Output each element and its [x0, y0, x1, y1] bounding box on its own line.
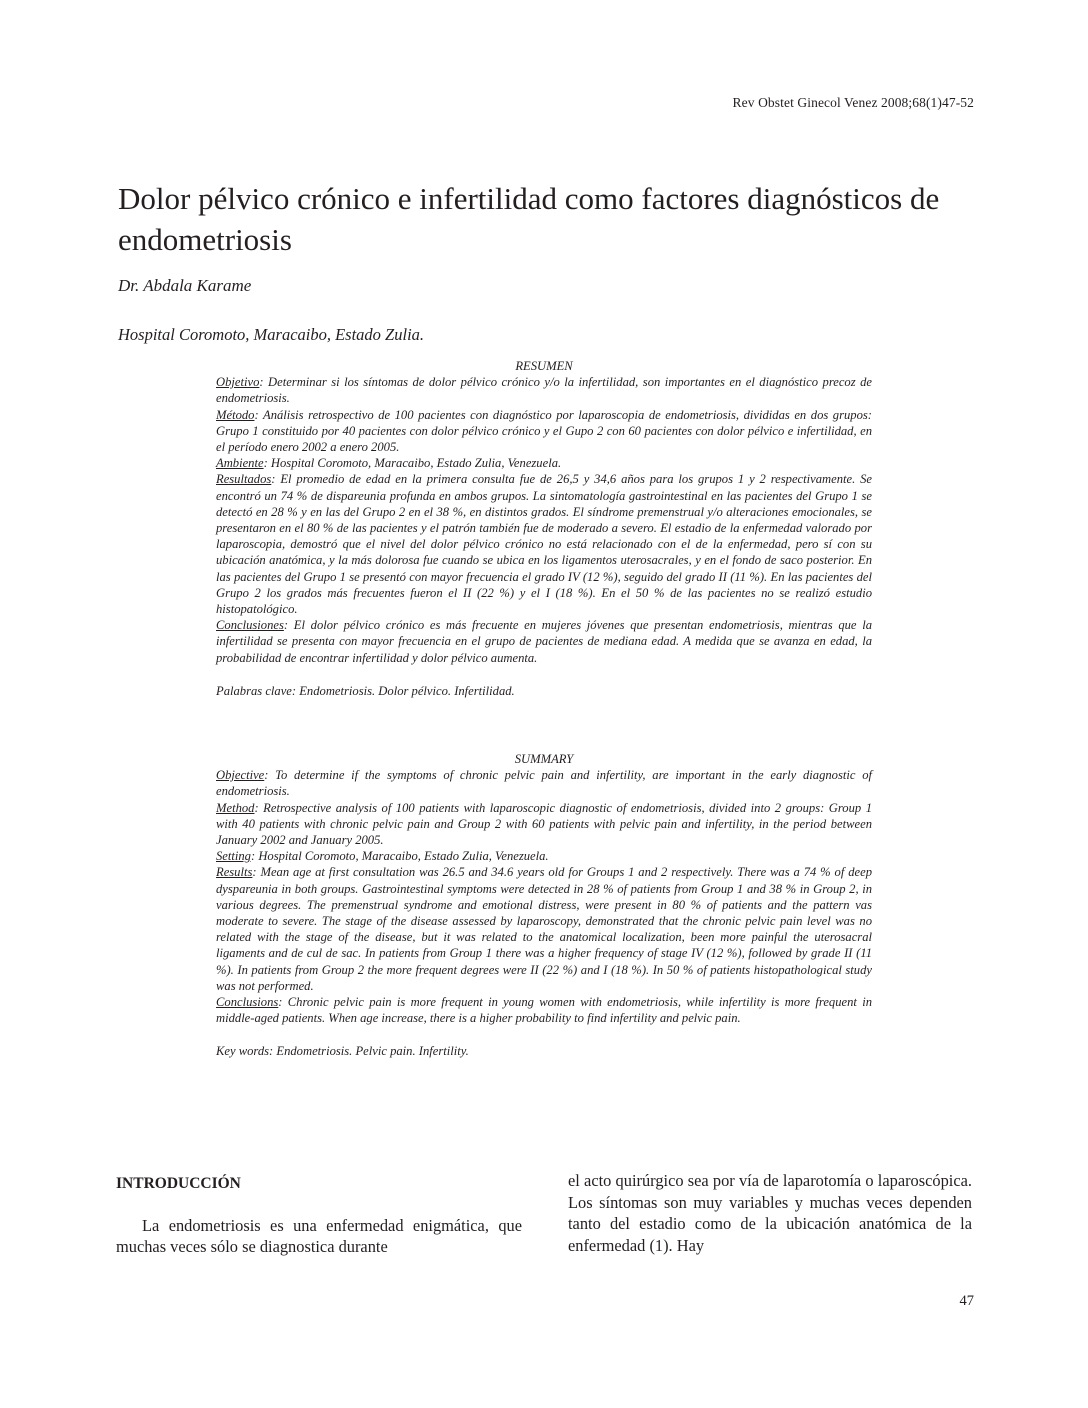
summary-conclusions	[216, 994, 872, 1026]
resumen-conclusiones-text: : El dolor pélvico crónico es más frecuente en mujeres jóvenes que presentan endometriosis, mientras que la infertilidad se presenta con mayor frecuencia en el grupo de pacientes de mediana edad. A medida que se avanza en edad, la probabilidad de encontrar infertilidad y dolor pélvico aumenta.	[216, 618, 872, 665]
body-column-left	[116, 1170, 522, 1258]
resumen-keywords: Palabras clave: Endometriosis. Dolor pélvico. Infertilidad.	[216, 683, 515, 698]
journal-reference: Rev Obstet Ginecol Venez 2008;68(1)47-52	[732, 95, 974, 110]
summary-block	[216, 751, 872, 1060]
resumen-objetivo-text: : Determinar si los síntomas de dolor pélvico crónico y/o la infertilidad, son importantes en el diagnóstico precoz de endometriosis.	[216, 375, 872, 406]
summary-conclusions-label: Conclusions	[216, 995, 279, 1010]
resumen-objetivo-label: Objetivo	[216, 375, 260, 390]
summary-objective-text: : To determine if the symptoms of chronic pelvic pain and infertility, are important in the early diagnostic of endometriosis.	[216, 768, 872, 799]
summary-method-label: Method	[216, 800, 255, 815]
body-paragraph-right: el acto quirúrgico sea por vía de laparotomía o laparoscópica. Los síntomas son muy variables y muchas veces dependen tanto del estadio como de la ubicación anatómica de la enfermedad (1). Hay	[568, 1171, 972, 1255]
resumen-resultados-text: : El promedio de edad en la primera consulta fue de 26,5 y 34,6 años para los grupos 1 y 2 respectivamente. Se encontró un 74 % de dispareunia profunda en ambos grupos. La sintomatología gastrointestinal en las pacientes del Grupo 1 se detectó en 28 % y en las del Grupo 2 en el 38 %, en distintos grados. El síndrome premenstrual y/o alteraciones emocionales, se presentaron en el 80 % de las pacientes y el patrón también fue de moderado a severo. El estadio de la enfermedad valorado por laparoscopia, demostró que el nivel del dolor pélvico crónico no está relacionado con el de la enfermedad, pero sí con su ubicación anatómica, y la más dolorosa fue cuando se ubica en los ligamentos uterosacrales, y en el fondo de saco posterior. En las pacientes del Grupo 1 se presentó con mayor frecuencia el grado IV (12 %), seguido del grado II (11 %). En las pacientes del Grupo 2 los grados más frecuentes fueron el II (22 %) y el I (18 %). En el 50 % de las pacientes no se realizó estudio histopatológico.	[216, 472, 872, 617]
section-heading-introduccion: INTRODUCCIÓN	[116, 1175, 241, 1192]
body-column-right	[568, 1170, 972, 1256]
summary-objective-label: Objective	[216, 768, 265, 783]
body-paragraph-left: La endometriosis es una enfermedad enigmática, que muchas veces sólo se diagnostica durante	[116, 1215, 522, 1257]
summary-results	[216, 864, 872, 994]
summary-results-label: Results	[216, 865, 253, 880]
author-affiliation: Hospital Coromoto, Maracaibo, Estado Zulia.	[118, 325, 425, 344]
summary-conclusions-text: : Chronic pelvic pain is more frequent in young women with endometriosis, while infertility is more frequent in middle-aged patients. When age increase, there is a higher probability to find infertility and pelvic pain.	[216, 995, 872, 1026]
resumen-resultados	[216, 471, 872, 617]
summary-method	[216, 800, 872, 849]
summary-setting	[216, 848, 872, 864]
article-title: Dolor pélvico crónico e infertilidad como factores diagnósticos de endometriosis	[118, 181, 940, 257]
summary-keywords: Key words: Endometriosis. Pelvic pain. Infertility.	[216, 1044, 469, 1059]
page-number: 47	[959, 1293, 974, 1309]
summary-setting-text: : Hospital Coromoto, Maracaibo, Estado Zulia, Venezuela.	[250, 849, 549, 864]
summary-heading: SUMMARY	[514, 752, 574, 766]
summary-method-text: : Retrospective analysis of 100 patients with laparoscopic diagnostic of endometriosis, divided into 2 groups: Group 1 with 40 patients with chronic pelvic pain and Group 2 with 60 patients with pelvic pain and infertility, in the period between January 2002 and January 2005.	[216, 800, 872, 848]
resumen-ambiente-label: Ambiente	[216, 456, 264, 471]
resumen-objetivo	[216, 374, 872, 406]
resumen-ambiente	[216, 455, 872, 471]
resumen-metodo	[216, 407, 872, 456]
resumen-metodo-label: Método	[216, 407, 255, 422]
resumen-conclusiones	[216, 617, 872, 666]
resumen-heading: RESUMEN	[515, 359, 573, 373]
resumen-conclusiones-label: Conclusiones	[216, 618, 284, 633]
resumen-block	[216, 358, 872, 699]
resumen-ambiente-text: : Hospital Coromoto, Maracaibo, Estado Zulia, Venezuela.	[263, 456, 562, 471]
summary-results-text: : Mean age at first consultation was 26.5 and 34.6 years old for Groups 1 and 2 respectively. There was a 74 % of deep dyspareunia in both groups. Gastrointestinal symptoms were detected in 28 % of patients from Group 1 and 38 % in Group 2, in various degrees. The premenstrual syndrome and emotional distress, were present in 80 % of patients and the pattern vas moderate to severe. The stage of the disease assessed by laparoscopy, demonstrated that the chronic pelvic pain level was no related with the stage of the disease, but it was related to the anatomical localization, been more painful the uterosacral ligaments and de cul de sac. In patients from Group 1 there was a higher frequency of stage IV (12 %), followed by grade II (11 %). In patients from Group 2 the more frequent degrees were II (22 %) and I (18 %). In 50 % of patients histopathological study was not performed.	[216, 865, 872, 993]
resumen-metodo-text: : Análisis retrospectivo de 100 pacientes con diagnóstico por laparoscopia de endometriosis, divididas en dos grupos: Grupo 1 constituido por 40 pacientes con dolor pélvico crónico y el Gupo 2 con 60 pacientes con dolor pélvico e infertilidad, en el período enero 2002 a enero 2005.	[216, 407, 872, 455]
summary-objective	[216, 767, 872, 799]
summary-setting-label: Setting	[216, 849, 251, 864]
resumen-resultados-label: Resultados	[216, 472, 272, 487]
author-name: Dr. Abdala Karame	[118, 276, 252, 295]
